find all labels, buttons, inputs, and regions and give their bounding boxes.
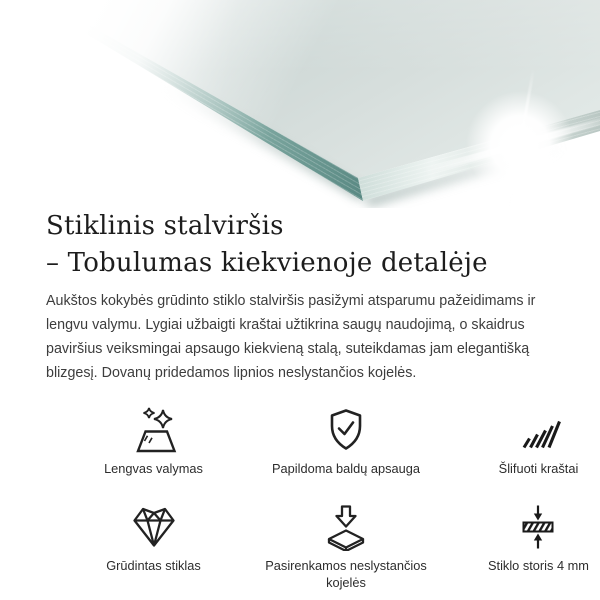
page-title <box>46 208 566 282</box>
title-line-1: Stiklinis stalviršis <box>46 211 284 241</box>
feature-easy-cleaning <box>104 406 203 477</box>
feature-furniture-protection <box>272 406 420 477</box>
feature-non-slip-feet <box>264 503 429 591</box>
feature-label: Pasirenkamos neslystančios kojelės <box>265 558 427 590</box>
sparkle-clean-icon <box>130 406 178 454</box>
feature-label: Papildoma baldų apsauga <box>272 461 420 476</box>
feature-label: Šlifuoti kraštai <box>498 461 579 476</box>
title-line-2: – Tobulumas kiekvienoje detalėje <box>46 248 488 278</box>
polished-edges-icon <box>515 406 563 454</box>
shield-check-icon <box>322 406 370 454</box>
diamond-icon <box>130 503 178 551</box>
feature-label: Grūdintas stiklas <box>106 558 201 573</box>
product-image <box>0 0 600 208</box>
feature-label: Lengvas valymas <box>104 461 203 476</box>
sparkle-highlight-icon <box>462 87 578 203</box>
content-section <box>0 208 600 591</box>
feature-glass-thickness <box>488 503 589 591</box>
feature-polished-edges <box>499 406 579 477</box>
feature-tempered-glass <box>106 503 201 591</box>
features-grid <box>46 406 589 591</box>
non-slip-feet-icon <box>322 503 370 551</box>
product-description-text: Aukštos kokybės grūdinto stiklo stalviršis pasižymi atsparumu pažeidimams ir lengvu valymu. Lygiai užbaigti kraštai užtikrina saugų naudojimą, o skaidrus paviršius veiksmingai apsaugo kiekvieną stalą, suteikdamas jam elegantišką blizgesį. Dovanų pridedamos lipnios neslystančios kojelės. <box>46 293 536 381</box>
glass-thickness-icon <box>514 503 562 551</box>
feature-label: Stiklo storis 4 mm <box>488 558 589 573</box>
